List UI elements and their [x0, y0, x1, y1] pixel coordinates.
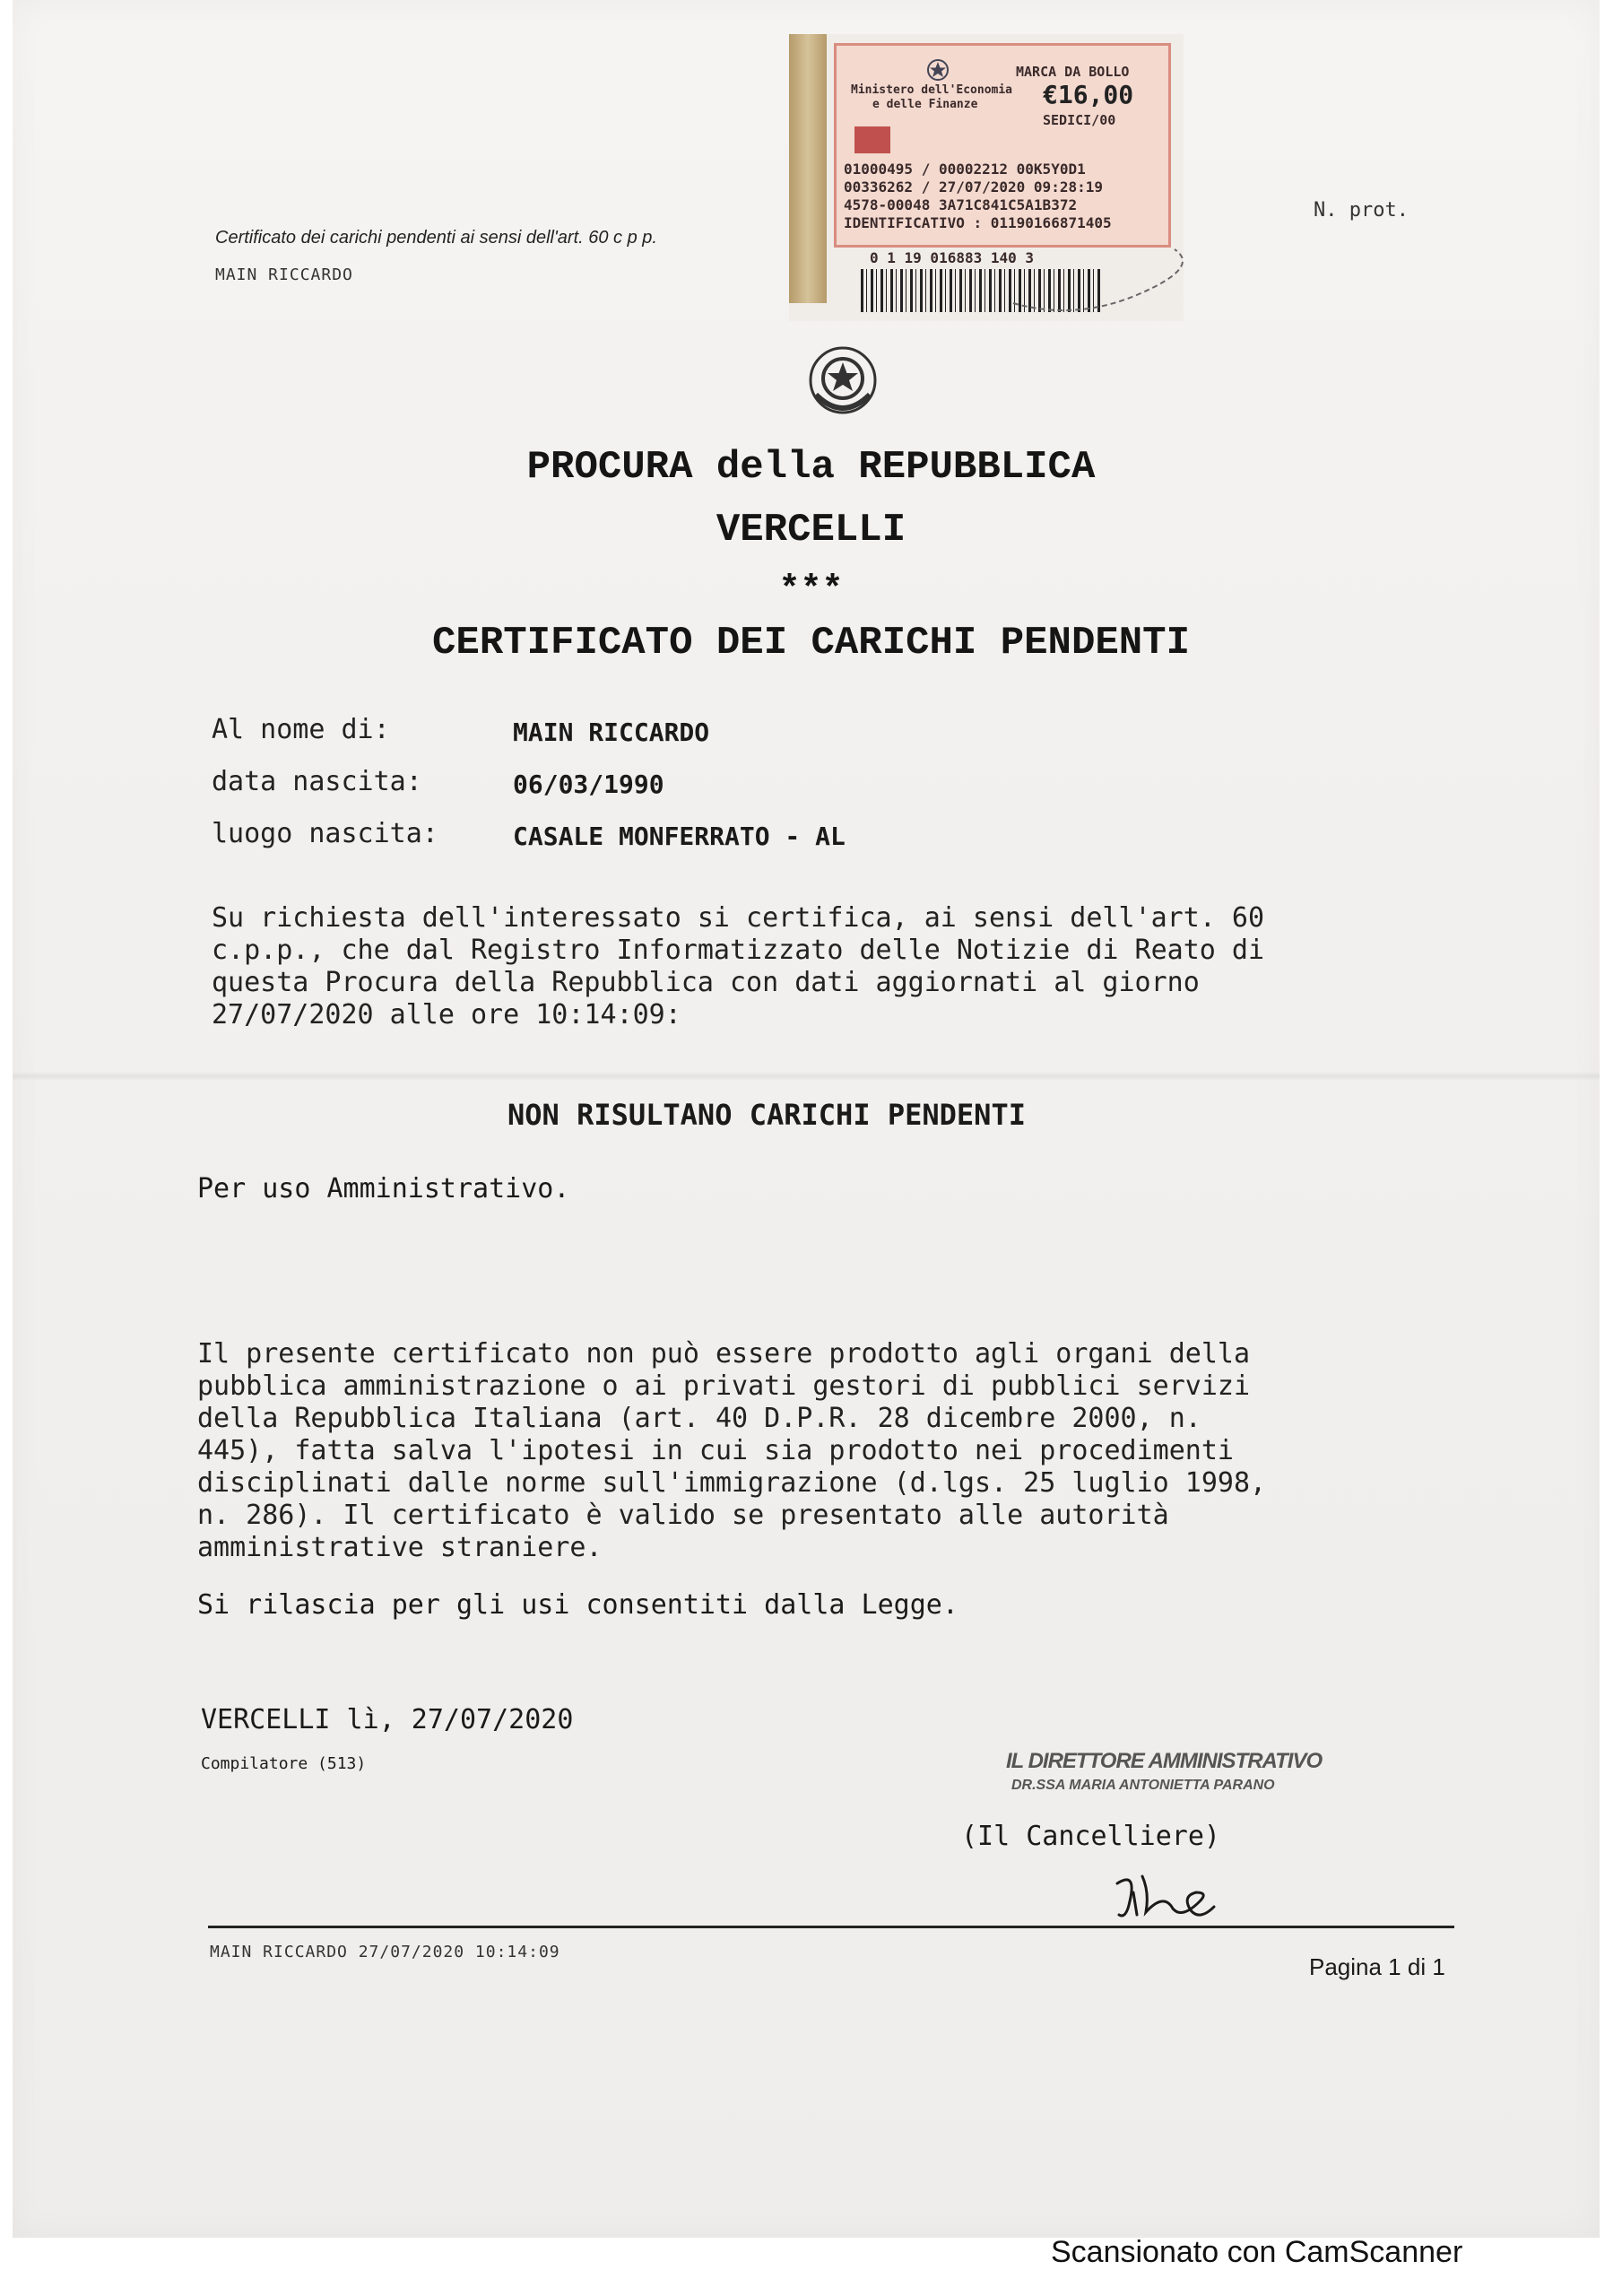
stamp-type: MARCA DA BOLLO	[1016, 64, 1130, 80]
revenue-stamp	[789, 34, 1184, 321]
result-statement: NON RISULTANO CARICHI PENDENTI	[507, 1098, 1026, 1132]
stamp-hologram-strip	[789, 34, 827, 303]
stamp-code-1: 01000495 / 00002212 00K5Y0D1	[844, 161, 1086, 178]
document-title: CERTIFICATO DEI CARICHI PENDENTI	[432, 621, 1190, 665]
disclaimer-paragraph: Il presente certificato non può essere prodotto agli organi della pubblica amministrazione o ai privati gestori di pubblici servizi della Repubblica Italiana (art. 40 D.P.R. 28 dicembre 2000, n. 445), fatta salva l'ipotesi in cui sia prodotto nei procedimenti disciplinati dalle norme sull'immigrazione (d.lgs. 25 luglio 1998, n. 286). Il certificato è valido se presentato alle autorità amministrative straniere.	[197, 1338, 1267, 1563]
footer-rule	[208, 1926, 1454, 1928]
stamp-issuer-2: e delle Finanze	[872, 98, 978, 111]
usage-statement: Per uso Amministrativo.	[197, 1173, 570, 1205]
official-stamp-line-2: DR.SSA MARIA ANTONIETTA PARANO	[1011, 1778, 1275, 1793]
birthplace-value: CASALE MONFERRATO - AL	[513, 822, 846, 851]
stamp-issuer-1: Ministero dell'Economia	[851, 83, 1013, 97]
compiler: Compilatore (513)	[201, 1754, 367, 1773]
protocol-label: N. prot.	[1314, 199, 1409, 222]
name-value: MAIN RICCARDO	[513, 718, 710, 747]
role-label: (Il Cancelliere)	[961, 1821, 1220, 1852]
birthplace-label: luogo nascita:	[212, 818, 438, 849]
paper-fold	[13, 1072, 1600, 1081]
page-indicator: Pagina 1 di 1	[1309, 1953, 1445, 1980]
stamp-code-3: 4578-00048 3A71C841C5A1B372	[844, 196, 1078, 213]
scanner-watermark: Scansionato con CamScanner	[1051, 2235, 1463, 2269]
title-separator: ***	[778, 570, 844, 611]
official-stamp-line-1: IL DIRETTORE AMMINISTRATIVO	[1006, 1749, 1323, 1773]
intro-paragraph: Su richiesta dell'interessato si certifica, ai sensi dell'art. 60 c.p.p., che dal Registro Informatizzato delle Notizie di Reato di questa Procura della Repubblica con dati aggiornati al giorno 27/07/2020 alle ore 10:14:09:	[212, 902, 1264, 1031]
handwritten-signature	[1110, 1866, 1218, 1928]
birthdate-value: 06/03/1990	[513, 770, 664, 799]
header-name: MAIN RICCARDO	[215, 265, 353, 284]
office-title: PROCURA della REPUBBLICA	[526, 445, 1096, 490]
stamp-code-4: IDENTIFICATIVO : 01190166871405	[844, 214, 1112, 231]
name-label: Al nome di:	[212, 714, 390, 745]
stamp-serial: 0 1 19 016883 140 3	[870, 249, 1035, 266]
birthdate-label: data nascita:	[212, 766, 422, 797]
city-title: VERCELLI	[716, 508, 906, 552]
republic-emblem-icon	[803, 339, 882, 422]
place-date: VERCELLI lì, 27/07/2020	[201, 1704, 574, 1735]
stamp-code-2: 00336262 / 27/07/2020 09:28:19	[844, 178, 1103, 196]
emblem-icon	[926, 58, 950, 82]
stamp-amount: €16,00	[1043, 80, 1134, 109]
stamp-amount-words: SEDICI/00	[1043, 112, 1116, 128]
cancellation-mark	[1004, 240, 1184, 321]
certificate-note: Certificato dei carichi pendenti ai sensi dell'art. 60 c p p.	[215, 228, 657, 248]
issued-for-statement: Si rilascia per gli usi consentiti dalla Legge.	[197, 1589, 958, 1621]
footer-left: MAIN RICCARDO 27/07/2020 10:14:09	[210, 1943, 560, 1961]
stamp-logo-mark	[854, 126, 890, 153]
stamp-face	[834, 43, 1171, 248]
